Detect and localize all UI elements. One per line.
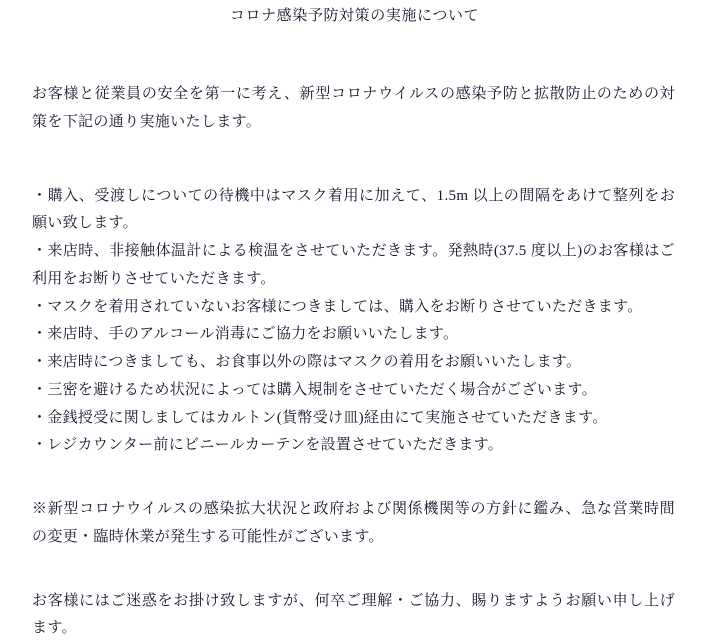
page-title: コロナ感染予防対策の実施について — [0, 0, 709, 27]
list-item: ・来店時、非接触体温計による検温をさせていただきます。発熱時(37.5 度以上)のお客様はご利用をお断りさせていただきます。 — [32, 238, 675, 294]
document-body — [0, 81, 709, 643]
notice-paragraph: ※新型コロナウイルスの感染拡大状況と政府および関係機関等の方針に鑑み、急な営業時間の変更・臨時休業が発生する可能性がございます。 — [32, 496, 675, 552]
list-item: ・来店時、手のアルコール消毒にご協力をお願いいたします。 — [32, 321, 675, 349]
list-item: ・三密を避けるため状況によっては購入規制をさせていただく場合がございます。 — [32, 377, 675, 405]
list-item: ・マスクを着用されていないお客様につきましては、購入をお断りさせていただきます。 — [32, 294, 675, 322]
list-item: ・来店時につきましても、お食事以外の際はマスクの着用をお願いいたします。 — [32, 349, 675, 377]
list-item: ・金銭授受に関しましてはカルトン(貨幣受け皿)経由にて実施させていただきます。 — [32, 405, 675, 433]
closing-paragraph: お客様にはご迷惑をお掛け致しますが、何卒ご理解・ご協力、賜りますようお願い申し上げます。 — [32, 588, 675, 643]
intro-paragraph: お客様と従業員の安全を第一に考え、新型コロナウイルスの感染予防と拡散防止のための対策を下記の通り実施いたします。 — [32, 81, 675, 137]
list-item: ・レジカウンター前にビニールカーテンを設置させていただきます。 — [32, 432, 675, 460]
measures-list — [32, 183, 675, 461]
list-item: ・購入、受渡しについての待機中はマスク着用に加えて、1.5m 以上の間隔をあけて整列をお願い致します。 — [32, 183, 675, 239]
